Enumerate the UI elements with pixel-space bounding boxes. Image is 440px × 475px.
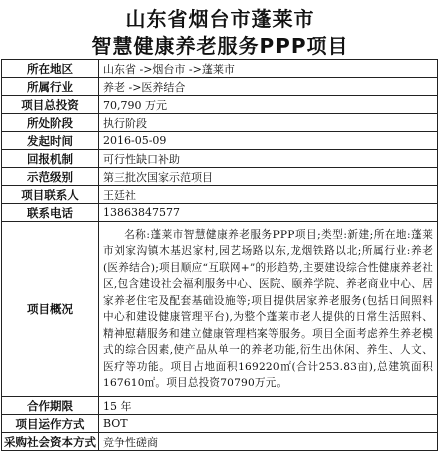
row-value: 山东省 ->烟台市 ->蓬莱市 <box>99 60 438 78</box>
row-value: 15 年 <box>99 397 438 415</box>
table-row <box>2 397 438 415</box>
overview-row <box>2 222 438 397</box>
row-label: 项目总投资 <box>2 96 99 114</box>
row-label: 项目运作方式 <box>2 415 99 433</box>
table-row <box>2 204 438 222</box>
row-label: 联系电话 <box>2 204 99 222</box>
row-label: 示范级别 <box>2 168 99 186</box>
table-row <box>2 96 438 114</box>
table-row <box>2 150 438 168</box>
title-line-2: 智慧健康养老服务PPP项目 <box>91 34 349 58</box>
row-value: 养老 ->医养结合 <box>99 78 438 96</box>
row-label: 发起时间 <box>2 132 99 150</box>
table-row <box>2 114 438 132</box>
row-label: 所属行业 <box>2 78 99 96</box>
row-label: 回报机制 <box>2 150 99 168</box>
row-label: 所处阶段 <box>2 114 99 132</box>
row-value: 70,790 万元 <box>99 96 438 114</box>
row-value: 第三批次国家示范项目 <box>99 168 438 186</box>
table-row <box>2 415 438 433</box>
table-row <box>2 78 438 96</box>
row-value: 13863847577 <box>99 204 438 222</box>
row-label: 所在地区 <box>2 60 99 78</box>
table-row <box>2 186 438 204</box>
title-line-1: 山东省烟台市蓬莱市 <box>125 7 315 31</box>
row-value: 王廷社 <box>99 186 438 204</box>
overview-text: 名称:蓬莱市智慧健康养老服务PPP项目;类型:新建;所在地:蓬莱市刘家沟镇木基迟家村,园艺场路以东,龙烟铁路以北;所属行业:养老(医养结合);项目顺应“互联网+”的形趋势,主要建设综合性健康养老社区,包含建设社会福利服务中心、医院、颐养学院、养老商业中心、居家养老住宅及配套基础设施等;项目提供居家养老服务(包括日间照料中心和建设健康管理平台),为整个蓬莱市老人提供的日常生活照料、精神慰藉服务和建立健康管理档案等服务。项目全面考虑养生养老模式的综合因素,使产品从单一的养老功能,衍生出休闲、养生、人文、医疗等功能。项目占地面积169220㎡(合计253.83亩),总建筑面积167610㎡。项目总投资70790万元。 <box>99 222 438 397</box>
table-row <box>2 132 438 150</box>
row-label: 合作期限 <box>2 397 99 415</box>
row-value: 可行性缺口补助 <box>99 150 438 168</box>
row-value: 2016-05-09 <box>99 132 438 150</box>
row-value: 执行阶段 <box>99 114 438 132</box>
table-row <box>2 168 438 186</box>
project-info-table <box>1 59 438 451</box>
row-value: 竞争性磋商 <box>99 433 438 451</box>
table-row <box>2 433 438 451</box>
row-value: BOT <box>99 415 438 433</box>
table-row <box>2 60 438 78</box>
row-label: 采购社会资本方式 <box>2 433 99 451</box>
overview-label: 项目概况 <box>2 222 99 397</box>
document-header <box>0 0 440 58</box>
row-label: 项目联系人 <box>2 186 99 204</box>
